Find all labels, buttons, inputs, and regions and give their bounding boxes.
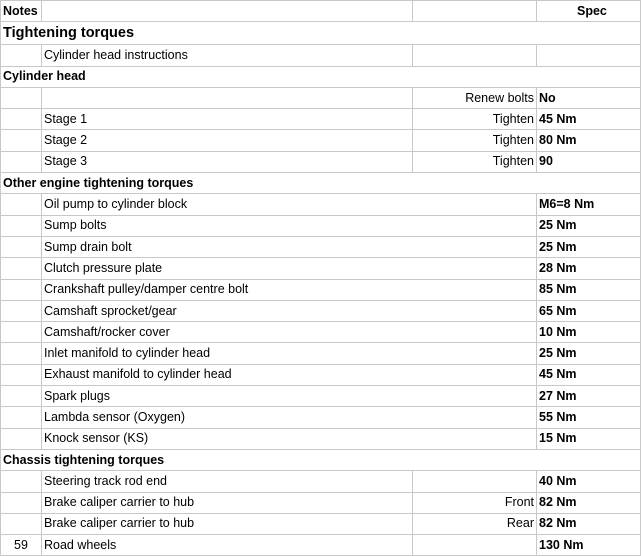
value-cell: 28 Nm [537, 258, 641, 279]
value-cell: M6=8 Nm [537, 194, 641, 215]
desc-cell: Steering track rod end [42, 471, 413, 492]
notes-header: Notes [1, 1, 42, 22]
notes-cell [1, 45, 42, 66]
table-row [1, 513, 641, 534]
value-cell: 82 Nm [537, 492, 641, 513]
table-row [1, 407, 641, 428]
notes-cell [1, 300, 42, 321]
value-cell: 90 [537, 151, 641, 172]
table-row [1, 87, 641, 108]
desc-cell: Spark plugs [42, 386, 537, 407]
header-row [1, 1, 641, 22]
notes-cell [1, 194, 42, 215]
title-row [1, 22, 641, 45]
notes-cell [1, 343, 42, 364]
table-row [1, 364, 641, 385]
desc-cell: Knock sensor (KS) [42, 428, 537, 449]
notes-cell [1, 364, 42, 385]
desc-cell: Camshaft sprocket/gear [42, 300, 537, 321]
cond-cell [413, 535, 537, 556]
value-cell: 82 Nm [537, 513, 641, 534]
cond-cell: Front [413, 492, 537, 513]
desc-cell: Road wheels [42, 535, 413, 556]
cond-cell: Tighten [413, 109, 537, 130]
value-cell: 80 Nm [537, 130, 641, 151]
notes-cell [1, 386, 42, 407]
section-title-chassis: Chassis tightening torques [1, 449, 641, 470]
cond-cell: Renew bolts [413, 87, 537, 108]
table-row [1, 322, 641, 343]
table-row [1, 300, 641, 321]
table-row [1, 109, 641, 130]
value-cell: 15 Nm [537, 428, 641, 449]
desc-cell: Stage 1 [42, 109, 413, 130]
notes-cell [1, 513, 42, 534]
cond-cell [413, 45, 537, 66]
table-row [1, 194, 641, 215]
section-row [1, 173, 641, 194]
table-row [1, 151, 641, 172]
notes-cell [1, 109, 42, 130]
notes-cell [1, 471, 42, 492]
header-blank [42, 1, 413, 22]
notes-cell [1, 279, 42, 300]
notes-cell [1, 428, 42, 449]
section-title-engine: Other engine tightening torques [1, 173, 641, 194]
desc-cell: Crankshaft pulley/damper centre bolt [42, 279, 537, 300]
notes-cell [1, 215, 42, 236]
table-row [1, 386, 641, 407]
table-row [1, 343, 641, 364]
value-cell: 130 Nm [537, 535, 641, 556]
value-cell: 10 Nm [537, 322, 641, 343]
value-cell [537, 45, 641, 66]
notes-cell [1, 407, 42, 428]
section-row [1, 66, 641, 87]
notes-cell [1, 322, 42, 343]
notes-cell [1, 87, 42, 108]
notes-cell: 59 [1, 535, 42, 556]
notes-cell [1, 236, 42, 257]
value-cell: 45 Nm [537, 109, 641, 130]
desc-cell: Camshaft/rocker cover [42, 322, 537, 343]
value-cell: 65 Nm [537, 300, 641, 321]
intro-row [1, 45, 641, 66]
section-row [1, 449, 641, 470]
desc-cell: Clutch pressure plate [42, 258, 537, 279]
page-title: Tightening torques [1, 22, 641, 45]
desc-cell: Lambda sensor (Oxygen) [42, 407, 537, 428]
desc-cell: Exhaust manifold to cylinder head [42, 364, 537, 385]
cond-cell: Rear [413, 513, 537, 534]
value-cell: 25 Nm [537, 215, 641, 236]
desc-cell: Stage 2 [42, 130, 413, 151]
value-cell: 25 Nm [537, 236, 641, 257]
intro-label: Cylinder head instructions [42, 45, 413, 66]
value-cell: 25 Nm [537, 343, 641, 364]
notes-cell [1, 258, 42, 279]
table-row [1, 535, 641, 556]
notes-cell [1, 492, 42, 513]
value-cell: 55 Nm [537, 407, 641, 428]
cond-cell: Tighten [413, 151, 537, 172]
value-cell: 40 Nm [537, 471, 641, 492]
table-row [1, 215, 641, 236]
table-row [1, 428, 641, 449]
section-title-cylinder-head: Cylinder head [1, 66, 641, 87]
cond-cell [413, 471, 537, 492]
table-row [1, 258, 641, 279]
desc-cell: Stage 3 [42, 151, 413, 172]
header-blank [413, 1, 537, 22]
table-row [1, 279, 641, 300]
value-cell: 85 Nm [537, 279, 641, 300]
desc-cell: Oil pump to cylinder block [42, 194, 537, 215]
desc-cell: Inlet manifold to cylinder head [42, 343, 537, 364]
table-row [1, 492, 641, 513]
value-cell: 45 Nm [537, 364, 641, 385]
notes-cell [1, 130, 42, 151]
desc-cell: Sump bolts [42, 215, 537, 236]
desc-cell [42, 87, 413, 108]
notes-cell [1, 151, 42, 172]
desc-cell: Sump drain bolt [42, 236, 537, 257]
table-row [1, 471, 641, 492]
desc-cell: Brake caliper carrier to hub [42, 513, 413, 534]
value-cell: 27 Nm [537, 386, 641, 407]
desc-cell: Brake caliper carrier to hub [42, 492, 413, 513]
value-cell: No [537, 87, 641, 108]
table-row [1, 130, 641, 151]
cond-cell: Tighten [413, 130, 537, 151]
spec-header: Spec [537, 1, 641, 22]
table-row [1, 236, 641, 257]
